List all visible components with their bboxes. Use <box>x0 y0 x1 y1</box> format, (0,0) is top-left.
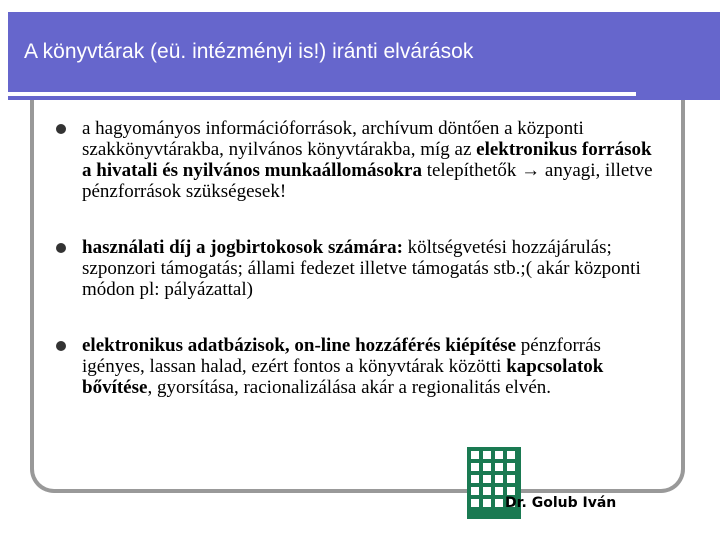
bullet-text: pénzforrás igényes, lassan halad, ezért fontos a könyvtárak közötti <box>82 335 601 377</box>
title-underline <box>8 92 636 96</box>
bullet-icon <box>56 341 66 351</box>
bullet-text-bold: használati díj a jogbirtokosok számára: <box>82 237 403 258</box>
bullet-item <box>52 237 662 300</box>
bullet-icon <box>56 243 66 253</box>
bullet-item <box>52 118 662 202</box>
bullet-icon <box>56 124 66 134</box>
bullet-text: költségvetési hozzájárulás; szponzori támogatás; állami fedezet illetve támogatás stb.;( akár központi módon pl: pályázattal) <box>82 237 641 300</box>
author-name: Dr. Golub Iván <box>505 495 617 511</box>
bullet-text: a hagyományos információforrások, archívum döntően a központi szakkönyvtárakba, nyilvános könyvtárakba, míg az <box>82 118 584 160</box>
bullet-text-bold: elektronikus adatbázisok, on-line hozzáférés kiépítése <box>82 335 517 356</box>
bullet-text-bold: kapcsolatok bővítése <box>82 356 604 398</box>
bullet-item <box>52 335 662 398</box>
slide-title: A könyvtárak (eü. intézményi is!) iránti elvárások <box>24 40 474 63</box>
bullet-text: , gyorsítása, racionalizálása akár a regionalitás elvén. <box>147 377 552 398</box>
bullet-text-bold: elektronikus források a hivatali és nyilvános munkaállomásokra <box>82 139 652 181</box>
bullet-text: telepíthetők → anyagi, illetve pénzforrások szükségesek! <box>82 160 653 202</box>
bullet-list <box>52 118 662 398</box>
